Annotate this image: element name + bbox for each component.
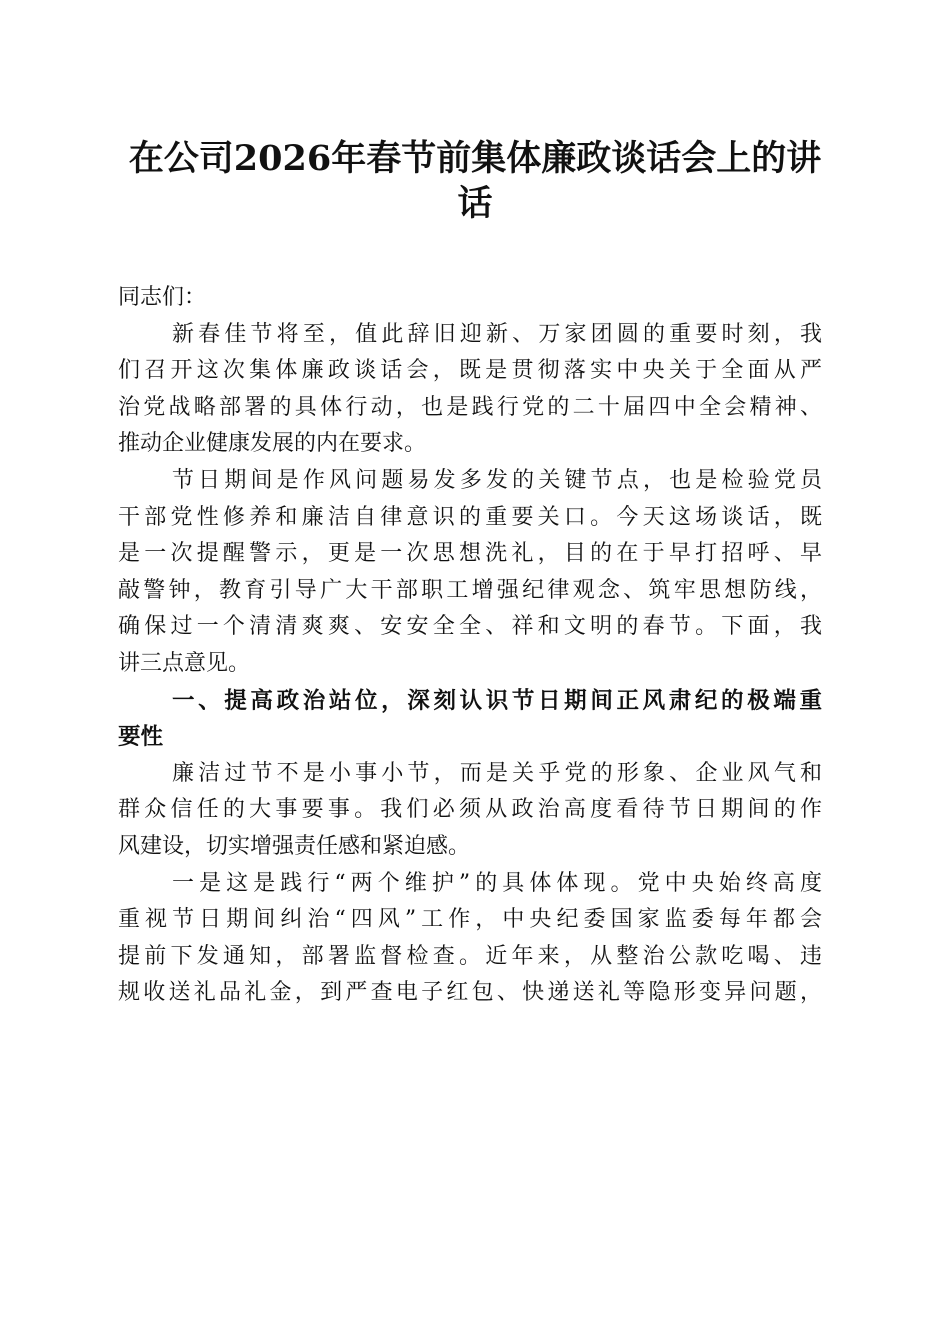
text-line: 新春佳节将至，值此辞旧迎新、万家团圆的重要时刻，我	[172, 321, 822, 347]
text-line: 提前下发通知，部署监督检查。近年来，从整治公款吃喝、违	[118, 943, 822, 969]
title-line: 话	[457, 183, 493, 224]
text-line: 确保过一个清清爽爽、安安全全、祥和文明的春节。下面，我	[118, 614, 822, 640]
text-line: 是一次提醒警示，更是一次思想洗礼，目的在于早打招呼、早	[118, 541, 822, 567]
text-line: 敲警钟，教育引导广大干部职工增强纪律观念、筑牢思想防线，	[118, 577, 822, 603]
text-line: 治党战略部署的具体行动，也是践行党的二十届四中全会精神、	[118, 394, 822, 420]
document-body	[118, 280, 822, 1012]
paragraph	[118, 866, 822, 1012]
paragraph	[118, 463, 822, 683]
text-line: 重视节日期间纠治“四风”工作，中央纪委国家监委每年都会	[118, 907, 822, 933]
text-line: 群众信任的大事要事。我们必须从政治高度看待节日期间的作	[118, 797, 822, 823]
text-line: 一是这是践行“两个维护”的具体体现。党中央始终高度	[172, 870, 822, 896]
text-line: 讲三点意见。	[118, 650, 251, 676]
document-title	[100, 136, 850, 226]
text-line: 们召开这次集体廉政谈话会，既是贯彻落实中央关于全面从严	[118, 358, 822, 384]
text-line: 干部党性修养和廉洁自律意识的重要关口。今天这场谈话，既	[118, 504, 822, 530]
text-line: 要性	[118, 724, 164, 751]
text-line: 推动企业健康发展的内在要求。	[118, 431, 427, 457]
paragraph	[118, 317, 822, 463]
paragraph	[118, 756, 822, 866]
text-line: 规收送礼品礼金，到严查电子红包、快递送礼等隐形变异问题，	[118, 980, 822, 1006]
text-line: 风建设，切实增强责任感和紧迫感。	[118, 833, 471, 859]
section-heading	[118, 683, 822, 756]
text-line: 节日期间是作风问题易发多发的关键节点，也是检验党员	[172, 467, 822, 493]
text-line: 廉洁过节不是小事小节，而是关乎党的形象、企业风气和	[172, 760, 822, 786]
salutation: 同志们：	[118, 285, 207, 310]
text-line: 一、提高政治站位，深刻认识节日期间正风肃纪的极端重	[172, 687, 822, 714]
title-line: 在公司2026年春节前集体廉政谈话会上的讲	[128, 138, 822, 179]
